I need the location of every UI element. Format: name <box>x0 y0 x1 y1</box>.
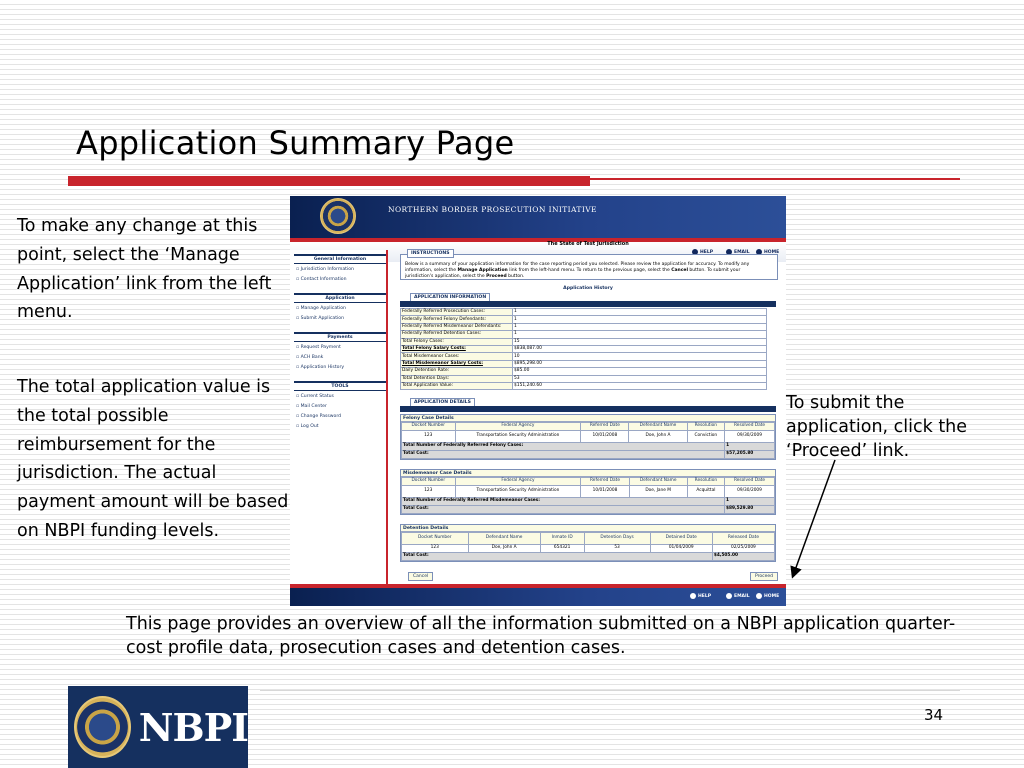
main-content <box>390 240 786 586</box>
menu-item-manage-application[interactable]: ▫ Manage Application <box>296 306 346 311</box>
site-footer <box>290 588 786 606</box>
menu-item-change-password[interactable]: ▫ Change Password <box>296 414 342 419</box>
table-row: Total Detention Days: 53 <box>401 375 767 382</box>
footer-home-link[interactable]: HOME <box>756 593 779 599</box>
home-icon <box>756 593 762 599</box>
table-row: Daily Detention Rate: $85.00 <box>401 368 767 375</box>
footer-help-link[interactable]: HELP <box>690 593 711 599</box>
site-title: NORTHERN BORDER PROSECUTION INITIATIVE <box>388 205 597 214</box>
instructions-text: Below is a summary of your application information for the case reporting period you selected. Please review the application for accuracy. To modify any information, select the Manage Application link from the left-hand menu. To return to the previous page, select the Cancel button. To submit your jurisdiction's application, select the Proceed button. <box>405 262 750 279</box>
table-row: Total Application Value: $151,240.60 <box>401 382 767 389</box>
felony-count-row: Total Number of Federally Referred Felony Cases: 1 <box>402 443 775 451</box>
menu-item-ach-bank[interactable]: ▫ ACH Bank <box>296 355 324 360</box>
table-row: Federally Referred Misdemeanor Defendants: 1 <box>401 323 767 330</box>
left-note-change: To make any change at this point, select the ‘Manage Application’ link from the left menu. <box>17 216 272 323</box>
felony-cost-row: Total Cost: $57,205.80 <box>402 451 775 459</box>
cancel-button[interactable]: Cancel <box>408 572 433 581</box>
felony-table <box>401 422 775 459</box>
nbpi-logo <box>68 686 248 768</box>
menu-item-jurisdiction-information[interactable]: ▫ Jurisdiction Information <box>296 267 354 272</box>
detention-cost-row: Total Cost: $4,505.00 <box>402 553 775 561</box>
table-header-row: Docket Number Federal Agency Referred Date Defendant Name Resolution Resolved Date <box>402 478 775 486</box>
menu-item-submit-application[interactable]: ▫ Submit Application <box>296 316 345 321</box>
detention-title: Detention Details <box>401 525 775 532</box>
menu-section-general: General Information <box>294 254 386 264</box>
application-information-tab: APPLICATION INFORMATION <box>410 293 490 302</box>
embedded-screenshot <box>290 196 786 606</box>
table-row: 123 Transportation Security Administration 10/01/2008 Doe, John A Conviction 09/30/2009 <box>402 431 775 443</box>
table-row: Total Misdemeanor Cases: 10 <box>401 353 767 360</box>
table-row: Federally Referred Felony Defendants: 1 <box>401 316 767 323</box>
application-information-bar <box>400 301 776 307</box>
table-row: 123 Doe, John A 654321 53 01/04/2009 02/25/2009 <box>402 545 775 553</box>
table-header-row: Docket Number Defendant Name Inmate ID Detention Days Detained Date Released Date <box>402 533 775 545</box>
footer-divider <box>260 690 960 691</box>
proceed-note: To submit the application, click the ‘Proceed’ link. <box>786 393 968 461</box>
felony-case-details <box>400 414 776 460</box>
overview-note: This page provides an overview of all the information submitted on a NBPI application quarter- cost profile data, prosecution cases and detention cases. <box>126 614 956 658</box>
home-link[interactable]: HOME <box>756 249 779 255</box>
menu-item-contact-information[interactable]: ▫ Contact Information <box>296 277 347 282</box>
doj-seal-icon <box>320 198 356 234</box>
menu-section-payments: Payments <box>294 332 386 342</box>
detention-details <box>400 524 776 562</box>
application-details-tab: APPLICATION DETAILS <box>410 398 475 407</box>
table-row: 123 Transportation Security Administration 10/01/2008 Doe, Jane M Acquittal 09/30/2009 <box>402 486 775 498</box>
menu-section-application: Application <box>294 293 386 303</box>
left-menu <box>290 250 388 584</box>
email-link[interactable]: EMAIL <box>726 249 750 255</box>
misdemeanor-case-details <box>400 469 776 515</box>
title-underline-thin <box>590 178 960 180</box>
menu-item-log-out[interactable]: ▫ Log Out <box>296 424 319 429</box>
application-information-table <box>400 308 767 390</box>
help-link[interactable]: HELP <box>692 249 713 255</box>
misdemeanor-table <box>401 477 775 514</box>
table-row: Total Misdemeanor Salary Costs: $895,298.00 <box>401 360 767 367</box>
misdemeanor-title: Misdemeanor Case Details <box>401 470 775 477</box>
table-row: Total Felony Cases: 15 <box>401 338 767 345</box>
table-row: Federally Referred Detention Cases: 1 <box>401 331 767 338</box>
email-icon <box>726 593 732 599</box>
misdemeanor-cost-row: Total Cost: $89,529.80 <box>402 506 775 514</box>
footer-email-link[interactable]: EMAIL <box>726 593 750 599</box>
table-row: Total Felony Salary Costs: $838,087.00 <box>401 345 767 352</box>
help-icon <box>690 593 696 599</box>
proceed-button[interactable]: Proceed <box>750 572 778 581</box>
jurisdiction-title: The State of Test Jurisdiction <box>547 241 629 247</box>
left-note-total-value: The total application value is the total possible reimbursement for the jurisdiction. The actual payment amount will be based on NBPI funding levels. <box>17 377 289 541</box>
detention-table <box>401 532 775 561</box>
misdemeanor-count-row: Total Number of Federally Referred Misdemeanor Cases: 1 <box>402 498 775 506</box>
felony-title: Felony Case Details <box>401 415 775 422</box>
title-underline-bar <box>68 176 590 186</box>
table-header-row: Docket Number Federal Agency Referred Date Defendant Name Resolution Resolved Date <box>402 423 775 431</box>
slide-title: Application Summary Page <box>76 124 515 162</box>
menu-item-request-payment[interactable]: ▫ Request Payment <box>296 345 341 350</box>
page-number: 34 <box>924 706 944 724</box>
application-history-title: Application History <box>563 286 613 291</box>
menu-section-tools: TOOLS <box>294 381 386 391</box>
arrow-icon <box>780 455 840 585</box>
instructions-tab: INSTRUCTIONS <box>407 249 454 258</box>
menu-item-application-history[interactable]: ▫ Application History <box>296 365 345 370</box>
menu-item-current-status[interactable]: ▫ Current Status <box>296 394 334 399</box>
menu-item-mail-center[interactable]: ▫ Mail Center <box>296 404 327 409</box>
site-header <box>290 196 786 238</box>
application-details-bar <box>400 406 776 412</box>
table-row: Federally Referred Prosecution Cases: 1 <box>401 309 767 316</box>
doj-seal-icon <box>74 696 131 758</box>
nbpi-logo-text: NBPI <box>138 704 248 750</box>
